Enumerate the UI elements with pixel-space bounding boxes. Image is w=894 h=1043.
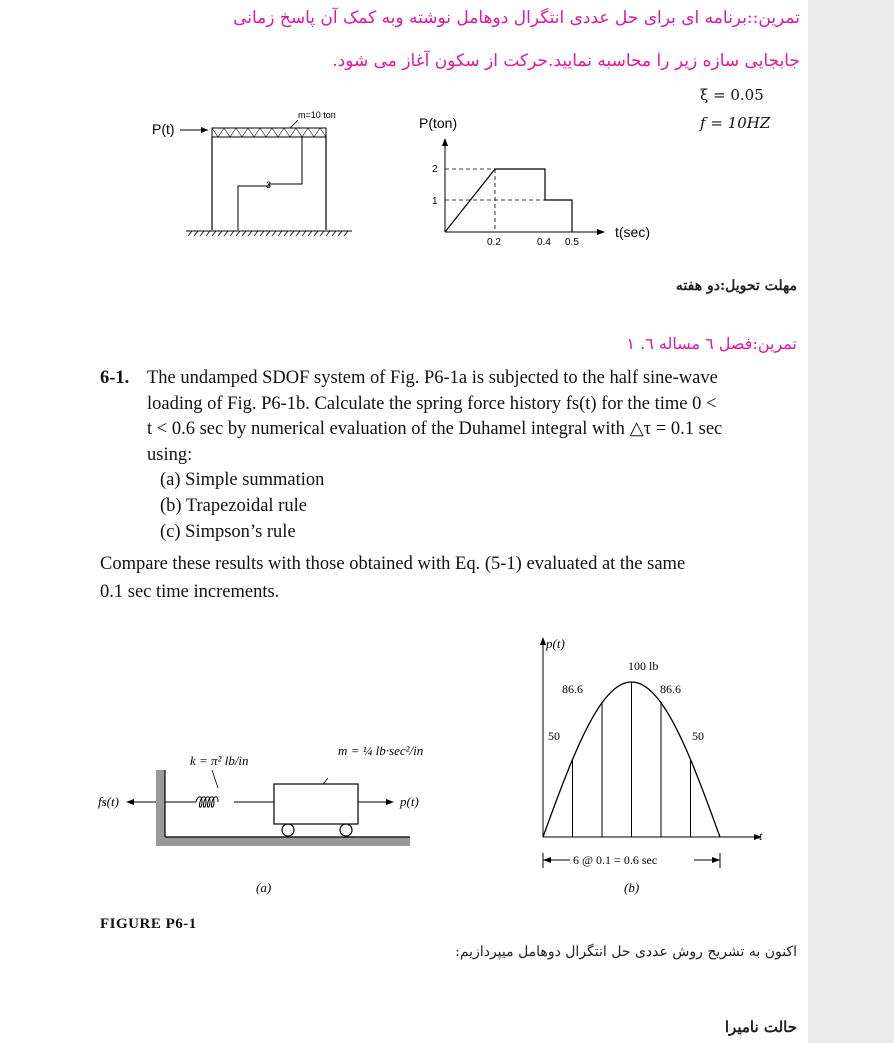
exercise-title-line2: جابجایی سازه زیر را محاسبه نمایید.حرکت از سکون آغاز می شود. [332,51,800,71]
section-title: حالت نامیرا [724,1018,797,1036]
method-item-b: (b) Trapezoidal rule [160,496,307,516]
y-tick-1: 1 [432,196,438,207]
value-label-1: 86.6 [562,682,583,696]
explanation-text: اکنون به تشریح روش عددی حل انتگرال دوهامل میپردازیم: [455,944,797,960]
page-sidebar [808,0,894,1043]
damping-ratio: ξ = 0.05 [700,86,764,104]
load-label: P(t) [152,121,175,137]
figure-a-sdof-system [92,730,492,900]
exercise-title-line1: تمرین::برنامه ای برای حل عددی انتگرال دوهامل نوشته وبه کمک آن پاسخ زمانی [233,8,800,28]
spring-force-label: fs(t) [98,794,119,809]
deadline-text: مهلت تحویل:دو هفته [675,278,797,294]
wheel-right [340,824,352,836]
x-tick-0.4: 0.4 [537,237,551,248]
figure-b-half-sine-chart [520,630,790,900]
floor [156,837,410,846]
problem-number: 6-1. [100,368,130,388]
compare-line-1: Compare these results with those obtained with Eq. (5-1) evaluated at the same [100,554,686,574]
frame-figure [150,106,360,242]
problem-line-1: The undamped SDOF system of Fig. P6-1a is subjected to the half sine-wave [147,368,718,388]
problem-statement [100,366,800,606]
value-label-3: 50 [692,729,704,743]
value-label-0: 50 [548,729,560,743]
figure-label: FIGURE P6-1 [100,916,197,932]
mass-label: m=10 ton [298,110,336,120]
peak-label: 100 lb [628,659,659,673]
load-chart-ylabel: P(ton) [419,115,458,131]
frequency: f = 10HZ [700,114,771,132]
x-tick-0.5: 0.5 [565,237,579,248]
sine-t-label: t [759,829,763,843]
method-item-c: (c) Simpson’s rule [160,522,296,542]
mass-label-a: m = ¼ lb·sec²/in [338,743,424,758]
caption-b: (b) [624,880,640,895]
span-label: 6 @ 0.1 = 0.6 sec [573,853,658,867]
problem-line-3: t < 0.6 sec by numerical evaluation of the Duhamel integral with △τ = 0.1 sec [147,419,723,439]
x-tick-0.2: 0.2 [487,237,501,248]
load-chart-xlabel: t(sec) [615,224,650,240]
caption-a: (a) [256,880,272,895]
sine-ylabel: p(t) [546,636,565,651]
wall [156,770,165,846]
compare-line-2: 0.1 sec time increments. [100,582,280,602]
load-history-chart [405,108,670,248]
svg-text:3: 3 [266,180,272,190]
parameters [700,86,770,142]
problem-line-2: loading of Fig. P6-1b. Calculate the spring force history fs(t) for the time 0 < [147,393,717,414]
problem-line-4: using: [147,444,193,465]
method-item-a: (a) Simple summation [160,470,325,490]
load-label-a: p(t) [400,794,419,809]
spring [196,797,218,808]
wheel-left [282,824,294,836]
value-label-2: 86.6 [660,682,681,696]
exercise-reference: تمرین:فصل ٦ مساله ٦. ١ [626,334,797,353]
load-curve [445,169,572,232]
mass-block [274,784,358,824]
y-tick-2: 2 [432,164,438,175]
stiffness-label: k = π² lb/in [190,753,249,768]
